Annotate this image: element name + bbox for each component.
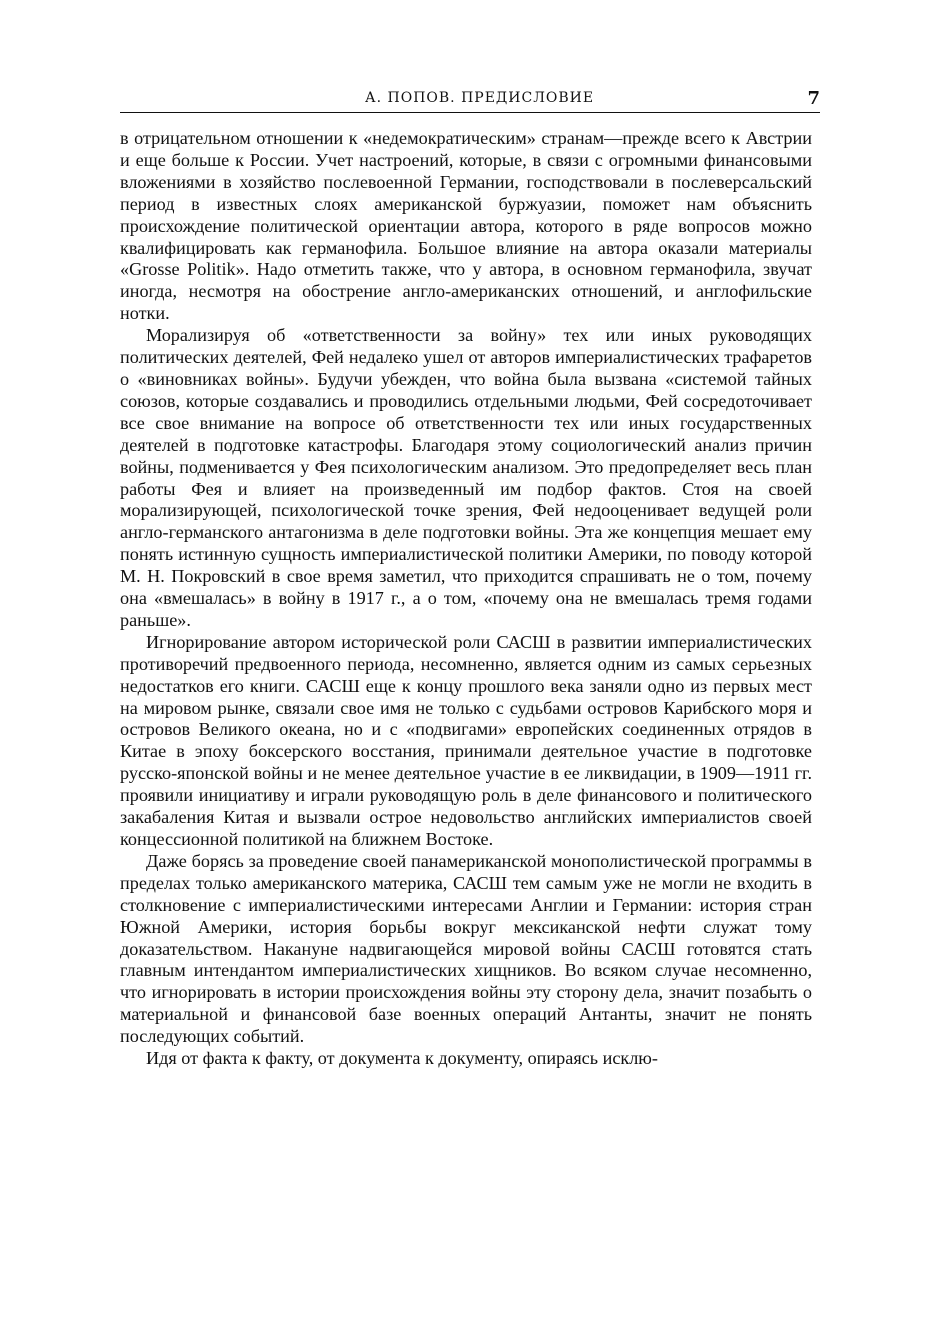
page-number: 7 [807,88,820,109]
body-text [120,128,812,1070]
page-header [120,90,820,116]
paragraph-5: Идя от факта к факту, от документа к документу, опираясь исклю- [146,1048,658,1069]
paragraph-2: Морализируя об «ответственности за войну» тех или иных руководящих политических деятелей, Фей недалеко ушел от авторов империалистических трафаретов о «виновниках войны». Будучи убежден, что война была вызвана «системой тайных союзов, которые создавались и проводились отдельными людьми, Фей сосредоточивает все свое внимание на вопросе об ответственности тех или иных государственных деятелей в подготовке катастрофы. Благодаря этому социологический анализ причин войны, подменивается у Фея психологическим анализом. Это предопределяет весь план работы Фея и влияет на произведенный им подбор фактов. Стоя на своей морализирующей, психологической точке зрения, Фей недооценивает ведущей роли англо-германского антагонизма в деле подготовки войны. Эта же концепция мешает ему понять истинную сущность империалистической политики Америки, по поводу которой М. Н. Покровский в свое время заметил, что приходится спрашивать не о том, почему она «вмешалась» в войну в 1917 г., а о том, «почему она не вмешалась тремя годами раньше». [120,325,812,630]
paragraph-4: Даже борясь за проведение своей панамериканской монополистической программы в пределах только американского материка, САСШ тем самым уже не могли не входить в столкновение с империалистическими интересами Англии и Германии: история стран Южной Америки, история борьбы вокруг мексиканской нефти служат тому доказательством. Накануне надвигающейся мировой войны САСШ готовятся стать главным интендантом империалистических хищников. Во всяком случае несомненно, что игнорировать в истории происхождения войны эту сторону дела, значит позабыть о материальной и финансовой базе военных операций Антанты, значит не понять последующих событий. [120,850,812,1047]
paragraph-1: в отрицательном отношении к «недемократическим» странам—прежде всего к Австрии и еще больше к России. Учет настроений, которые, в связи с огромными финансовыми вложениями в хозяйство послевоенной Германии, господствовали в послеверсальский период в известных слоях американской буржуазии, поможет нам объяснить происхождение политической ориентации автора, которого в ряде вопросов можно квалифицировать как германофила. Большое влияние на автора оказали материалы «Grosse Politik». Надо отметить также, что у автора, в основном германофила, звучат иногда, несмотря на обострение англо-американских отношений, и англофильские нотки. [120,128,812,324]
running-title: А. ПОПОВ. ПРЕДИСЛОВИЕ [365,90,595,106]
header-rule [120,112,820,113]
paragraph-3: Игнорирование автором исторической роли САСШ в развитии империалистических противоречий предвоенного периода, несомненно, является одним из самых серьезных недостатков его книги. САСШ еще к концу прошлого века заняли одно из первых мест на мировом рынке, связали свое имя не только с судьбами островов Карибского моря и островов Великого океана, но и с «подвигами» европейских соединенных отрядов в Китае в эпоху боксерского восстания, принимали деятельное участие в подготовке русско-японской войны и не менее деятельное участие в ее ликвидации, в 1909—1911 гг. проявили инициативу и играли руководящую роль в деле финансового и политического закабаления Китая и вызвали острое недовольство английских империалистов своей концессионной политикой на ближнем Востоке. [120,631,812,849]
